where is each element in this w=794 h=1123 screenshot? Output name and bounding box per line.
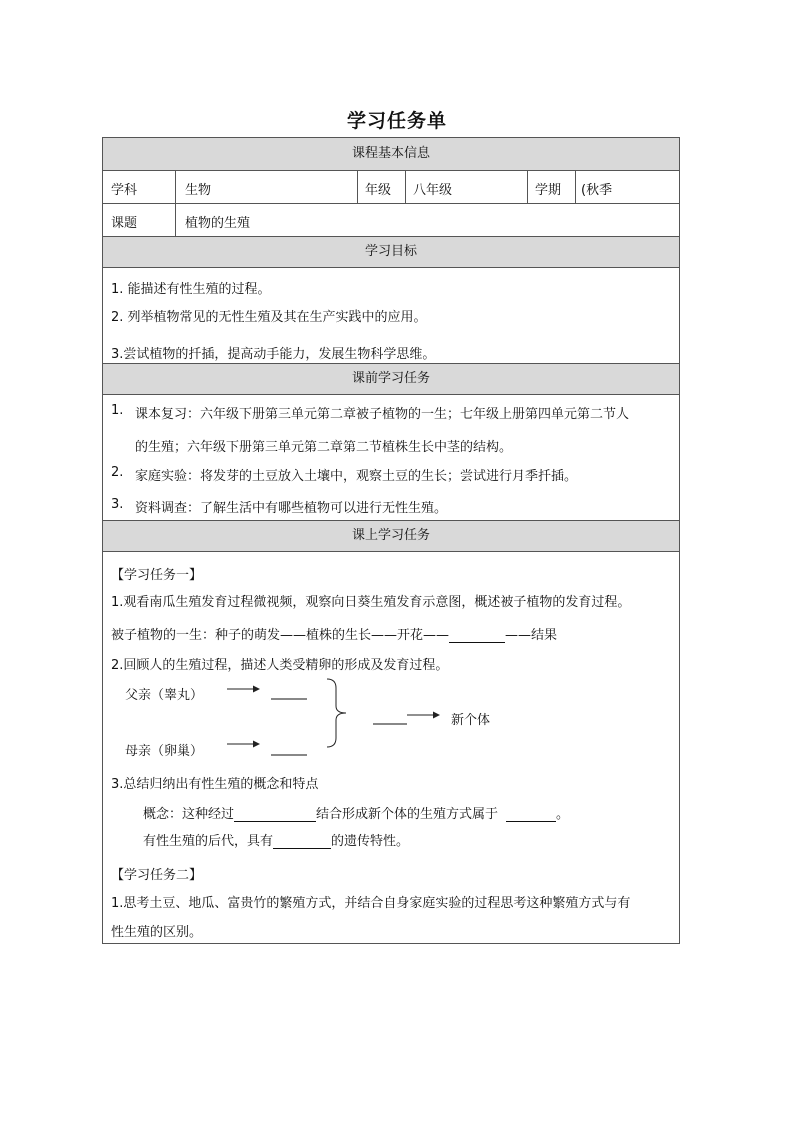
task-one-question-3: 3.总结归纳出有性生殖的概念和特点 xyxy=(111,777,319,792)
subject-value: 生物 xyxy=(185,183,212,198)
offspring-text-b: 的遗传特性。 xyxy=(331,834,410,849)
pre-class-item-continued: 的生殖；六年级下册第三单元第二章第二节植株生长中茎的结构。 xyxy=(135,440,513,455)
new-individual-label: 新个体 xyxy=(451,713,491,728)
term-label: 学期 xyxy=(535,183,562,198)
subject-label: 学科 xyxy=(111,183,138,198)
answer-blank[interactable] xyxy=(506,807,556,822)
concept-text-b: 结合形成新个体的生殖方式属于 xyxy=(316,807,499,822)
pre-class-item-number: 3. xyxy=(111,497,124,512)
task-two-question-1-continued: 性生殖的区别。 xyxy=(111,925,203,940)
pre-class-item-number: 2. xyxy=(111,465,124,480)
pre-class-item: 家庭实验：将发芽的土豆放入土壤中，观察土豆的生长；尝试进行月季扦插。 xyxy=(135,469,578,484)
pre-class-item: 资料调查：了解生活中有哪些植物可以进行无性生殖。 xyxy=(135,501,448,516)
task-one-question-1: 1.观看南瓜生殖发育过程微视频，观察向日葵生殖发育示意图，概述被子植物的发育过程。 xyxy=(111,595,631,610)
task-two-question-1: 1.思考土豆、地瓜、富贵竹的繁殖方式，并结合自身家庭实验的过程思考这种繁殖方式与有 xyxy=(111,896,631,911)
offspring-text-a: 有性生殖的后代，具有 xyxy=(143,834,274,849)
section-header-pre-class: 课前学习任务 xyxy=(103,364,679,395)
topic-value: 植物的生殖 xyxy=(185,216,251,231)
section-header-basic-info: 课程基本信息 xyxy=(103,138,679,171)
concept-line xyxy=(143,803,569,822)
answer-blank[interactable] xyxy=(273,834,331,849)
offspring-line xyxy=(143,830,409,849)
section-header-in-class: 课上学习任务 xyxy=(103,521,679,552)
life-cycle-prefix: 被子植物的一生：种子的萌发——植株的生长——开花—— xyxy=(111,628,450,643)
task-two-title: 【学习任务二】 xyxy=(111,868,203,883)
answer-blank[interactable] xyxy=(234,807,316,822)
goal-item: 1. 能描述有性生殖的过程。 xyxy=(111,282,271,297)
section-header-goals: 学习目标 xyxy=(103,237,679,268)
concept-text-end: 。 xyxy=(556,807,570,822)
page-title: 学习任务单 xyxy=(346,110,447,132)
goal-item: 2. 列举植物常见的无性生殖及其在生产实践中的应用。 xyxy=(111,310,427,325)
father-label: 父亲（睾丸） xyxy=(125,688,204,703)
term-value: (秋季 xyxy=(581,183,613,198)
mother-label: 母亲（卵巢） xyxy=(125,744,204,759)
task-one-title: 【学习任务一】 xyxy=(111,568,203,583)
concept-text-a: 概念：这种经过 xyxy=(143,807,235,822)
pre-class-item: 课本复习：六年级下册第三单元第二章被子植物的一生；七年级上册第四单元第二节人 xyxy=(135,407,630,422)
reproduction-flow-diagram xyxy=(103,138,679,943)
grade-label: 年级 xyxy=(365,183,392,198)
pre-class-item-number: 1. xyxy=(111,403,124,418)
right-brace-icon xyxy=(327,679,346,747)
life-cycle-suffix: ——结果 xyxy=(505,628,558,643)
task-sheet-table xyxy=(102,137,680,944)
task-one-question-2: 2.回顾人的生殖过程，描述人类受精卵的形成及发育过程。 xyxy=(111,658,449,673)
goal-item: 3.尝试植物的扦插，提高动手能力，发展生物科学思维。 xyxy=(111,347,436,362)
grade-value: 八年级 xyxy=(413,183,453,198)
topic-label: 课题 xyxy=(111,216,138,231)
